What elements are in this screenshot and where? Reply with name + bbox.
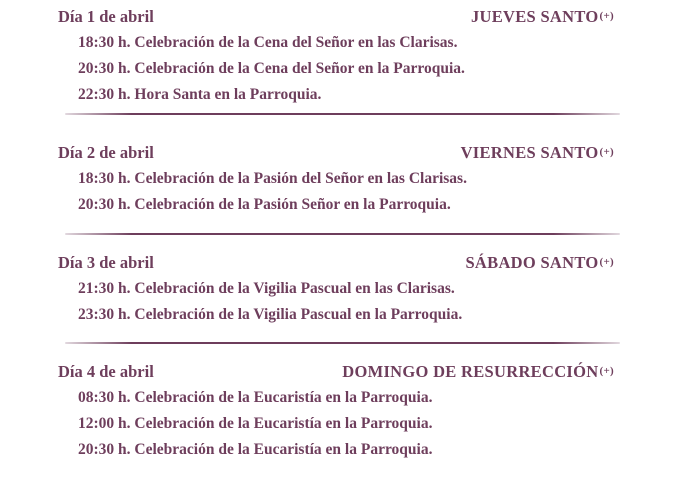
cross-mark: (+) <box>599 146 614 158</box>
separator-line <box>65 342 620 344</box>
event-item: 08:30 h. Celebración de la Eucaristía en la Parroquia. <box>78 389 433 406</box>
cross-mark: (+) <box>599 256 614 268</box>
event-item: 21:30 h. Celebración de la Vigilia Pascual en las Clarisas. <box>78 280 455 297</box>
day-block-3 <box>58 250 614 328</box>
day-date: Día 1 de abril <box>58 7 154 26</box>
day-name-text: SÁBADO SANTO <box>465 253 599 272</box>
separator-line <box>65 113 620 115</box>
day-name-text: DOMINGO DE RESURRECCIÓN <box>342 362 599 381</box>
event-item: 18:30 h. Celebración de la Cena del Señor en las Clarisas. <box>78 34 458 51</box>
day-name <box>461 140 614 168</box>
event-list <box>58 30 614 108</box>
event-item: 12:00 h. Celebración de la Eucaristía en la Parroquia. <box>78 415 433 432</box>
event-item: 22:30 h. Hora Santa en la Parroquia. <box>78 86 322 103</box>
day-date: Día 3 de abril <box>58 253 154 272</box>
event-item: 20:30 h. Celebración de la Cena del Señor en la Parroquia. <box>78 60 465 77</box>
day-date: Día 2 de abril <box>58 143 154 162</box>
day-name <box>465 250 614 278</box>
event-item: 23:30 h. Celebración de la Vigilia Pascual en la Parroquia. <box>78 306 463 323</box>
event-list <box>58 166 614 218</box>
event-item: 20:30 h. Celebración de la Pasión Señor en la Parroquia. <box>78 196 451 213</box>
event-item: 18:30 h. Celebración de la Pasión del Señor en las Clarisas. <box>78 170 467 187</box>
day-name-text: VIERNES SANTO <box>460 143 599 162</box>
day-header <box>58 140 614 166</box>
day-name-text: JUEVES SANTO <box>470 7 599 26</box>
day-header <box>58 250 614 276</box>
event-list <box>58 276 614 328</box>
day-block-2 <box>58 140 614 218</box>
day-header <box>58 359 614 385</box>
day-name <box>342 359 614 387</box>
day-name <box>471 4 614 32</box>
day-block-1 <box>58 4 614 108</box>
event-item: 20:30 h. Celebración de la Eucaristía en la Parroquia. <box>78 441 433 458</box>
day-date: Día 4 de abril <box>58 362 154 381</box>
day-header <box>58 4 614 30</box>
cross-mark: (+) <box>599 365 614 377</box>
day-block-4 <box>58 359 614 463</box>
separator-line <box>65 233 620 235</box>
event-list <box>58 385 614 463</box>
cross-mark: (+) <box>599 10 614 22</box>
